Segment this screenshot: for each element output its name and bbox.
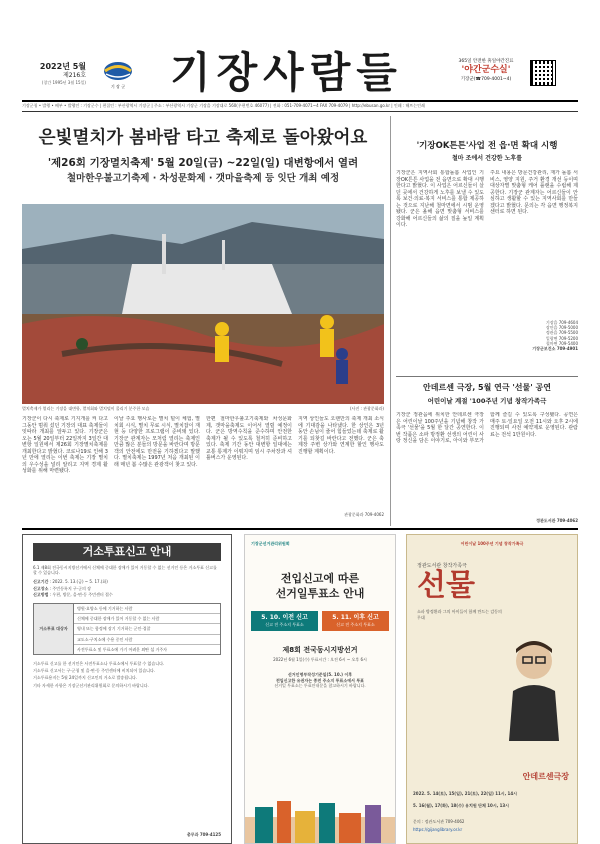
side-article-1: [396, 116, 578, 351]
lead-headline: 은빛멸치가 봄바람 타고 축제로 돌아왔어요: [38, 128, 368, 148]
move-org: 기장군선거관리위원회: [251, 541, 290, 546]
vote-note: 거소투표 신고를 한 선거인은 사전투표소나 투표소에서 투표할 수 없습니다.: [33, 661, 165, 667]
play-ad[interactable]: [406, 534, 578, 844]
play-venue: 안데르센극장: [522, 772, 569, 781]
move-box-2-date: 5. 11. 이후 신고: [332, 614, 379, 622]
lead-col-4: 지역 상인들도 오랜만의 축제 개최 소식에 기대감을 나타냈다. 한 상인은 3년 동안 손님이 줄어 힘들었는데 축제로 활기를 되찾길 바란다고 전했다. 군은 축제장 주변 상가와 연계한 할인 행사도 진행할 계획이다.: [298, 416, 384, 455]
vote-period-label: 신고기간: [33, 579, 49, 585]
photo-credit: (사진 : 관광문화과): [349, 406, 384, 411]
play-url[interactable]: https://gijanglibrary.or.kr: [413, 827, 463, 832]
side1-subtitle: 철마 조에서 건강한 노후를: [451, 155, 523, 162]
play-org: 어린이날 100주년 기념 창작가족극: [460, 541, 524, 546]
gijang-logo: [96, 58, 140, 90]
issue-number: 제216호: [62, 72, 86, 79]
lead-col-2: 이날 주요 행사로는 멸치 털이 체험, 멸치회 시식, 멸치 무료 시식, 멸치잡이 재현 등 다양한 프로그램이 준비돼 있다. 기장군 관계자는 모처럼 열리는 축제인 만큼 많은 분들의 방문을 바란다며 방문객의 안전에도 만전을 기하겠다고 말했다. 멸치축제는 1997년 처음 개최된 이래 매년 봄 수많은 관광객이 찾고 있다.: [114, 416, 200, 468]
issue-date: 2022년 5월: [39, 62, 86, 71]
vote-method-value: 우편, 방문, 읍·면·동 주민센터 접수: [52, 591, 113, 597]
side1-contact: 장안읍 709-5000: [545, 325, 578, 331]
move-footnote: 선거일 투표소는 투표안내문을 참고하시기 바랍니다.: [274, 682, 366, 688]
move-box-1: [251, 611, 318, 631]
side1-title: '기장OK튼튼'사업 전 읍·면 확대 시행: [416, 141, 558, 151]
side2-subtitle: 어린이날 계절 '100주년 기념 창작가족극: [427, 397, 547, 405]
lead-col-1: 기장군이 다시 축제로 기지개를 켜 다고 그동안 멈춰 섰던 기장의 대표 축제들이 잇따라 개최를 앞두고 있다. 기장군은 오는 5월 20일부터 22일까지 3일간 대변항 일원에서 제26회 기장멸치축제를 개최한다고 밝혔다. 코로나19로 인해 3년 만에 열리는 이번 축제는 기장 멸치의 우수성을 널리 알리고 지역 경제 활성화를 위해 마련됐다.: [22, 416, 108, 474]
play-desc: 소파 방정환과 그의 아이들이 함께 만드는 감동의 무대: [417, 609, 502, 620]
ad-line-1: 365일 안전한 휴일야간진료: [458, 59, 514, 64]
play-title: 선물: [417, 568, 475, 604]
newspaper-title: 기장사람들: [170, 48, 403, 97]
move-footnote: 전입신고한 유권자는 종전 주소지 투표소에서 투표: [275, 677, 365, 683]
play-dates-1: 2022. 5. 14(토), 15(일), 21(토), 22(일) 11시, 14시: [413, 791, 517, 796]
masthead: [0, 0, 600, 108]
vote-intro: 6.1 제8회 전국동시지방선거에서 신체에 중대한 장애가 있어 거동할 수 없는 선거인 등은 거소투표 신고를 할 수 있습니다.: [33, 565, 217, 576]
play-dates-2: 5. 16(월), 17(화), 18(수) 유치원 단체 10시, 13시: [413, 803, 510, 808]
side1-col-1: 기장군은 지역사회 통합돌봄 사업인 기장OK튼튼 사업을 전 읍면으로 확대 시행한다고 밝혔다. 이 사업은 어르신들이 살던 곳에서 건강하게 노후를 보낼 수 있도록 보건·의료·복지 서비스를 통합 제공하는 것으로 지난해 철마면에서 시범 운영됐다. 군은 올해 읍면 맞춤형 서비스를 강화해 어르신들의 삶의 질을 높일 계획이다.: [396, 170, 484, 228]
side1-contact: 철마면 709-5400: [545, 340, 578, 346]
vote-table-row: 사전투표소 및 투표소에 가기 어려운 외딴 섬 거주자: [77, 646, 168, 652]
person-icon: [499, 631, 569, 741]
move-box-1-date: 5. 10. 이전 신고: [261, 614, 308, 622]
polling-place-ad[interactable]: [244, 534, 396, 844]
side1-col-2: 주요 내용은 방문건강관리, 재가 돌봄 서비스, 영양 지원, 주거 환경 개선 등이며 대상자별 맞춤형 케어 플랜을 수립해 제공한다. 기장군 관계자는 어르신들이 안심하고 생활할 수 있는 지역사회를 만들겠다고 밝혔다. 문의는 각 읍면 행정복지센터로 하면 된다.: [490, 170, 578, 215]
harbor-photo: [22, 204, 384, 404]
vote-method-label: 신고방법: [33, 591, 49, 597]
vote-place-label: 신고장소: [33, 585, 49, 591]
vote-note: 거소투표 신고서는 구·군청 및 읍·면·동 주민센터에 비치되어 있습니다.: [33, 668, 156, 674]
move-bottom-date: 2022년 6월 1일(수) 투표시간 : 오전 6시 ~ 오후 6시: [273, 657, 367, 663]
vote-table-row: 병원·요양소 등에 기거하는 사람: [74, 604, 220, 614]
side1-contact: 기장읍 709-4604: [545, 320, 578, 325]
move-box-2: [322, 611, 389, 631]
vote-title: 거소투표신고 안내: [33, 543, 221, 561]
side2-byline: 정관도서관 709-4062: [536, 518, 578, 523]
lead-col-3: 한편 철마한우불고기축제와 차성문화제, 갯마을축제도 이어서 열릴 예정이다. 군은 방역수칙을 준수하며 안전한 축제가 될 수 있도록 철저히 준비하고 있다. 축제 기간 동안 대변항 일대에는 교통 통제가 이뤄지며 임시 주차장과 셔틀버스가 운영된다.: [206, 416, 292, 461]
ad-line-3: 기장군(☎709-4001~4): [460, 77, 512, 82]
side1-byline: 기장군보건소 709-4901: [532, 346, 578, 352]
photo-caption: 멸치축제가 열리는 기장읍 대변항, 멸치회와 멸치털이 몰리기 분주한 모습: [22, 406, 150, 411]
move-box-1-text: 신고 전 주소지 투표소: [265, 622, 304, 628]
vote-footer: 총무과 709-4125: [186, 831, 221, 837]
vote-table-row: 신체에 중대한 장애가 있어 거동할 수 없는 사람: [74, 614, 220, 624]
building-silhouette: [245, 797, 396, 843]
vote-place-value: 주민등록지 구·군의 장: [52, 585, 91, 591]
vote-note: 거소투표용지는 5월 24일까지 신고인의 거소로 발송됩니다.: [33, 675, 138, 681]
vote-table: [33, 603, 221, 655]
side-article-2: [396, 378, 578, 523]
move-title-1: 전입신고에 따른: [280, 572, 360, 586]
issue-info: [28, 62, 86, 86]
lead-byline: 관광문화과 709-4062: [344, 512, 384, 517]
contact-line: 기장군청 • 발행 • 배부 • 발행인 : 기장군수 | 편집인 : 부산광역시 기장군 | 주소 : 부산광역시 기장군 기장읍 기장대로 560(우편번호 46077) | 전화 : 051-709-4071~4 FAX 709-4079 | http://ebusan.go.kr | 인쇄 : 해뜨는인쇄: [22, 103, 425, 108]
lead-subhead: '제26회 기장멸치축제' 5월 20일(금) ~22일(일) 대변항에서 열려: [47, 157, 359, 169]
move-box-2-text: 신고 전 주소지 투표소: [336, 622, 375, 628]
vote-table-row: 교도소·구치소에 수용 중인 사람: [74, 635, 220, 645]
lead-article: [22, 114, 384, 416]
vote-period-value: 2022. 5. 13.(금) ~ 5. 17.(화): [52, 579, 108, 585]
ad-title: '야간군수실': [461, 65, 511, 75]
vote-method: 신고방법 : 우편, 방문, 읍·면·동 주민센터 접수: [33, 591, 113, 597]
side1-contacts: [396, 320, 578, 351]
move-footnotes: [251, 672, 389, 688]
vote-table-row: 영내 또는 함정에 장기 기거하는 군인·경찰: [74, 624, 220, 634]
side1-contact: 일광면 709-5200: [545, 335, 578, 341]
move-bottom-title: 제8회 전국동시지방선거: [282, 646, 358, 655]
logo-caption: 기 장 군: [110, 84, 126, 89]
vote-place: 신고장소 : 주민등록지 구·군의 장: [33, 585, 91, 591]
founded-date: (창간 1995년 3월 15일): [41, 80, 86, 85]
vote-notes: [33, 661, 221, 688]
side1-contact: 정관읍 709-5500: [545, 330, 578, 336]
side1-body: [396, 170, 578, 318]
move-title-2: 선거일투표소 안내: [275, 587, 365, 601]
vote-notice-ad[interactable]: [22, 534, 232, 844]
lead-subhead-2: 철마한우불고기축제 · 차성문화제 · 갯마을축제 등 잇단 개최 예정: [66, 173, 340, 184]
night-office-ad[interactable]: [450, 58, 522, 83]
play-contact: 문의 : 정관도서관 709-4062: [413, 819, 465, 824]
vote-table-head: 거소투표 대상자: [34, 604, 74, 654]
play-small-title: 정관도서관 창작가족극: [417, 563, 467, 570]
qr-code-icon[interactable]: [530, 60, 556, 86]
side2-body: 기장군 정관읍에 위치한 안데르센 극장은 어린이날 100주년을 기념해 창작 가족극 '선물'을 5월 한 달간 공연한다. 이번 작품은 소파 방정환 선생의 어린이 사랑 정신을 담은 이야기로, 아이와 부모가 함께 즐길 수 있도록 구성됐다. 공연은 매주 토·일요일 오전 11시와 오후 2시에 진행되며 사전 예약제로 운영된다. 관람료는 전석 1만원이다.: [396, 412, 578, 444]
lead-body: [22, 416, 384, 510]
move-footnote: 선거인명부작성기준일(5. 10.) 이후: [287, 672, 353, 678]
side2-title: 안데르센 극장, 5월 연극 '선물' 공연: [423, 383, 551, 392]
vote-note: 기타 자세한 사항은 기장군선거관리위원회로 문의하시기 바랍니다.: [33, 682, 149, 688]
vote-period: 신고기간 : 2022. 5. 13.(금) ~ 5. 17.(화): [33, 579, 108, 585]
